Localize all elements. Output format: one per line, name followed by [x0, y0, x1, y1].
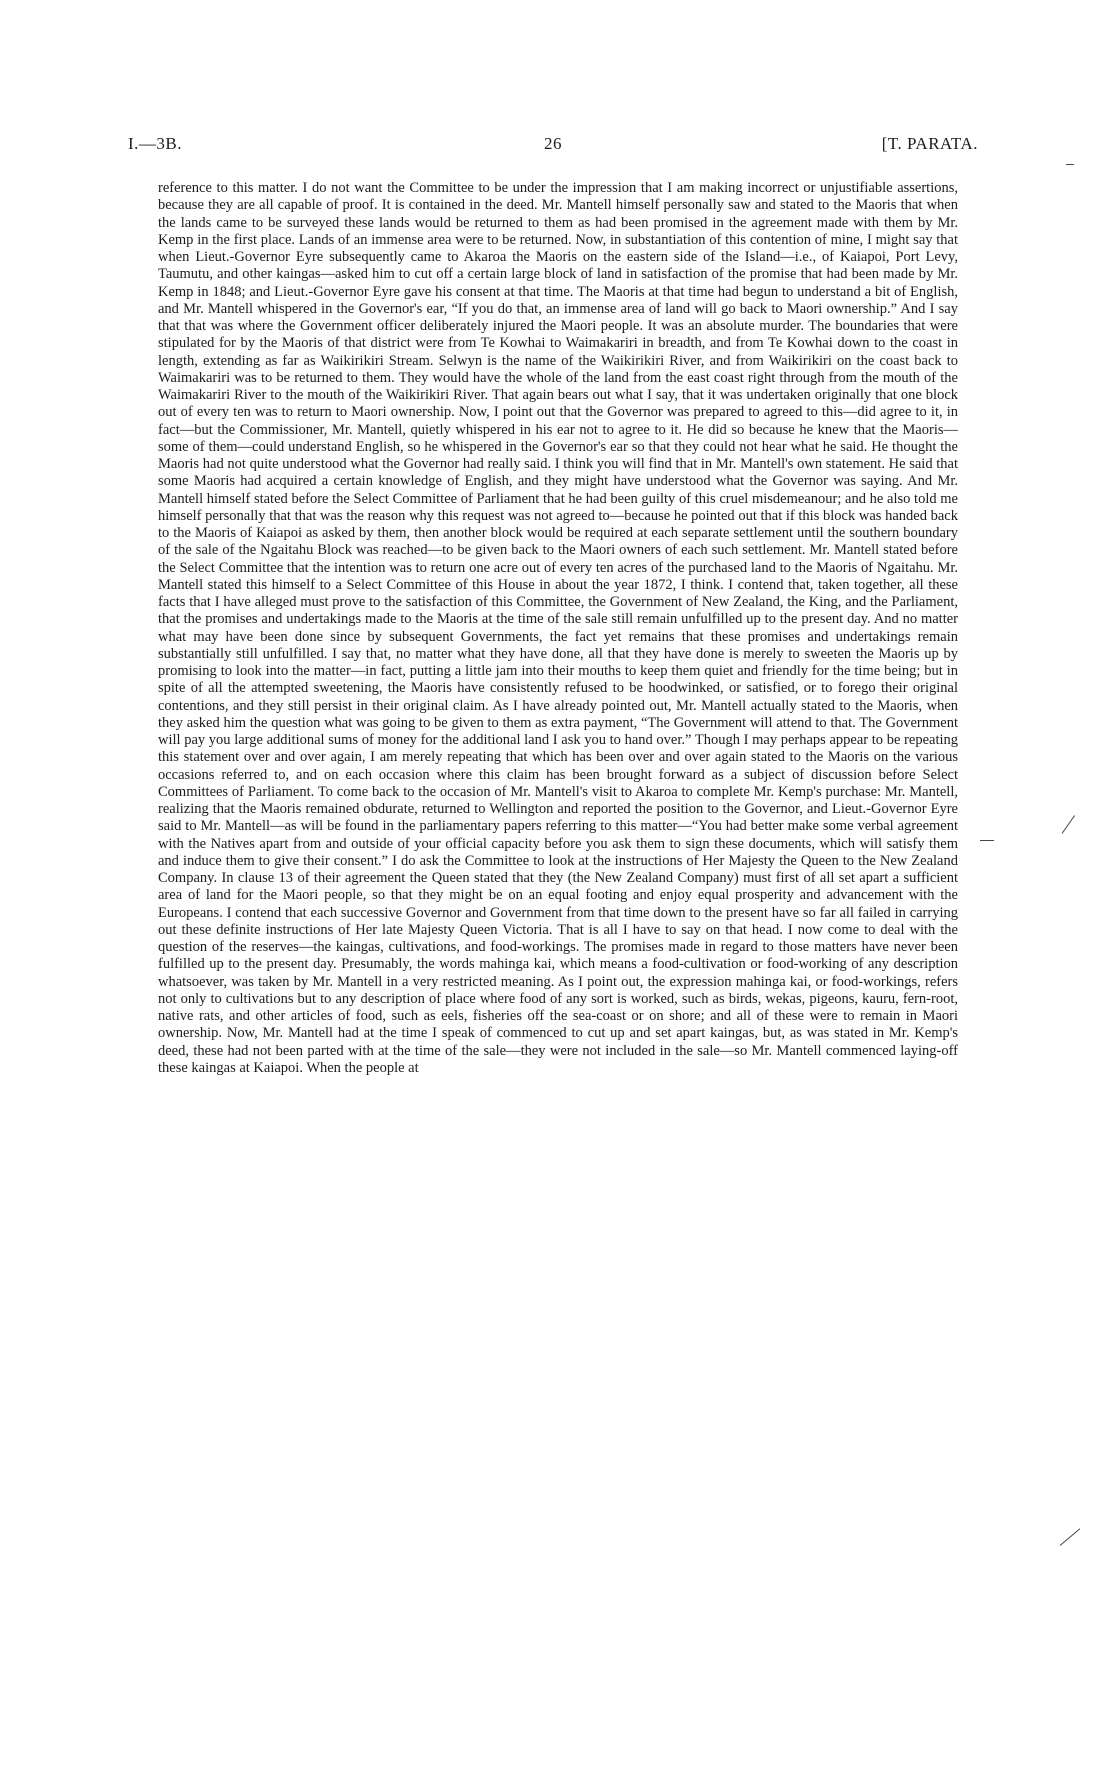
margin-mark: [980, 840, 994, 841]
body-paragraph: reference to this matter. I do not want the Committee to be under the impression that I am making incorrect or unjustifiable assertions, because they are all capable of proof. It is contained in the deed. Mr. Mantell himself personally saw and stated to the Maoris that when the lands came to be surveyed these lands would be returned to them as had been promised in the agreement made with them by Mr. Kemp in the first place. Lands of an immense area were to be returned. Now, in substantiation of this contention of mine, I might say that when Lieut.-Governor Eyre subsequently came to Akaroa the Maoris on the eastern side of the Island—i.e., of Kaiapoi, Port Levy, Taumutu, and other kaingas—asked him to cut off a certain large block of land in satisfaction of the promise that had been made by Mr. Kemp in 1848; and Lieut.-Governor Eyre gave his consent at that time. The Maoris at that time had begun to understand a bit of English, and Mr. Mantell whispered in the Governor's ear, “If you do that, an immense area of land will go back to Maori ownership.” And I say that that was where the Government officer deliberately injured the Maori people. It was an absolute murder. The boundaries that were stipulated for by the Maoris of that district were from Te Kowhai to Waimakariri in breadth, and from Te Kowhai down to the coast in length, extending as far as Waikirikiri Stream. Selwyn is the name of the Waikirikiri River, and from Waikirikiri on the coast back to Waimakariri was to be returned to them. They would have the whole of the land from the east coast right through from the mouth of the Waimakariri River to the mouth of the Waikirikiri River. That again bears out what I say, that it was undertaken originally that one block out of every ten was to return to Maori ownership. Now, I point out that the Governor was prepared to agreed to this—did agree to it, in fact—but the Commissioner, Mr. Mantell, quietly whispered in his ear not to agree to it. He did so because he knew that the Maoris—some of them—could understand English, so he whispered in the Governor's ear so that they could not hear what he said. He thought the Maoris had not quite understood what the Governor had really said. I think you will find that in Mr. Mantell's own statement. He said that some Maoris had acquired a certain knowledge of English, and they might have understood what the Governor was saying. And Mr. Mantell himself stated before the Select Committee of Parliament that he had been guilty of this cruel misdemeanour; and he also told me himself personally that that was the reason why this request was not agreed to—because he pointed out that if this block was handed back to the Maoris of Kaiapoi as asked by them, then another block would be required at each separate settlement until the southern boundary of the sale of the Ngaitahu Block was reached—to be given back to the Maori owners of each such settlement. Mr. Mantell stated before the Select Committee that the intention was to return one acre out of every ten acres of the purchased land to the Maoris of Ngaitahu. Mr. Mantell stated this himself to a Select Committee of this House in about the year 1872, I think. I contend that, taken together, all these facts that I have alleged must prove to the satisfaction of this Committee, the Government of New Zealand, the King, and the Parliament, that the promises and undertakings made to the Maoris at the time of the sale still remain unfulfilled up to the present day. And no matter what may have been done since by subsequent Governments, the fact yet remains that these promises and undertakings remain substantially still unfulfilled. I say that, no matter what they have done, all that they have done is merely to sweeten the Maoris up by promising to look into the matter—in fact, putting a little jam into their mouths to keep them quiet and friendly for the time being; but in spite of all the attempted sweetening, the Maoris have consistently refused to be hoodwinked, or satisfied, or to forego their original contentions, and they still persist in their original claim. As I have already pointed out, Mr. Mantell actually stated to the Maoris, when they asked him the question what was going to be given to them as extra payment, “The Government will attend to that. The Government will pay you large additional sums of money for the additional land I ask you to hand over.” Though I may perhaps appear to be repeating this statement over and over again, I am merely repeating that which has been over and over again stated to the Maoris on the various occasions referred to, and on each occasion where this claim has been brought forward as a subject of discussion before Select Committees of Parliament. To come back to the occasion of Mr. Mantell's visit to Akaroa to complete Mr. Kemp's purchase: Mr. Mantell, realizing that the Maoris remained obdurate, returned to Wellington and reported the position to the Governor, and Lieut.-Governor Eyre said to Mr. Mantell—as will be found in the parliamentary papers referring to this matter—“You had better make some verbal agreement with the Natives apart from and outside of your official capacity before you ask them to sign these documents, which will satisfy them and induce them to give their consent.” I do ask the Committee to look at the instructions of Her Majesty the Queen to the New Zealand Company. In clause 13 of their agreement the Queen stated that they (the New Zealand Company) must first of all set apart a sufficient area of land for the Maori people, so that they might be on an equal footing and enjoy equal prosperity and advancement with the Europeans. I contend that each successive Governor and Government from that time down to the present have so far all failed in carrying out these definite instructions of Her late Majesty Queen Victoria. That is all I have to say on that head. I now come to deal with the question of the reserves—the kaingas, cultivations, and food-workings. The promises made in regard to those matters have never been fulfilled up to the present day. Presumably, the words mahinga kai, which means a food-cultivation or food-working of any description whatsoever, was taken by Mr. Mantell in a very restricted meaning. As I point out, the expression mahinga kai, or food-workings, refers not only to cultivations but to any description of place where food of any sort is worked, such as birds, wekas, pigeons, kauru, fern-root, native rats, and other articles of food, such as eels, fisheries off the sea-coast or on shore; and all of these were to remain in Maori ownership. Now, Mr. Mantell had at the time I speak of commenced to cut up and set apart kaingas, but, as was stated in Mr. Kemp's deed, these had not been parted with at the time of the sale—they were not included in the sale—so Mr. Mantell commenced laying-off these kaingas at Kaiapoi. When the people at: [158, 180, 958, 1076]
page-header: [128, 134, 978, 162]
report-reference: I.—3B.: [128, 134, 182, 153]
margin-mark: [1062, 815, 1075, 834]
margin-mark: [1066, 164, 1074, 165]
page-number: 26: [544, 134, 562, 153]
body-text: [158, 180, 958, 1720]
speaker-name: [T. PARATA.: [881, 134, 978, 153]
margin-mark: [1060, 1528, 1081, 1545]
